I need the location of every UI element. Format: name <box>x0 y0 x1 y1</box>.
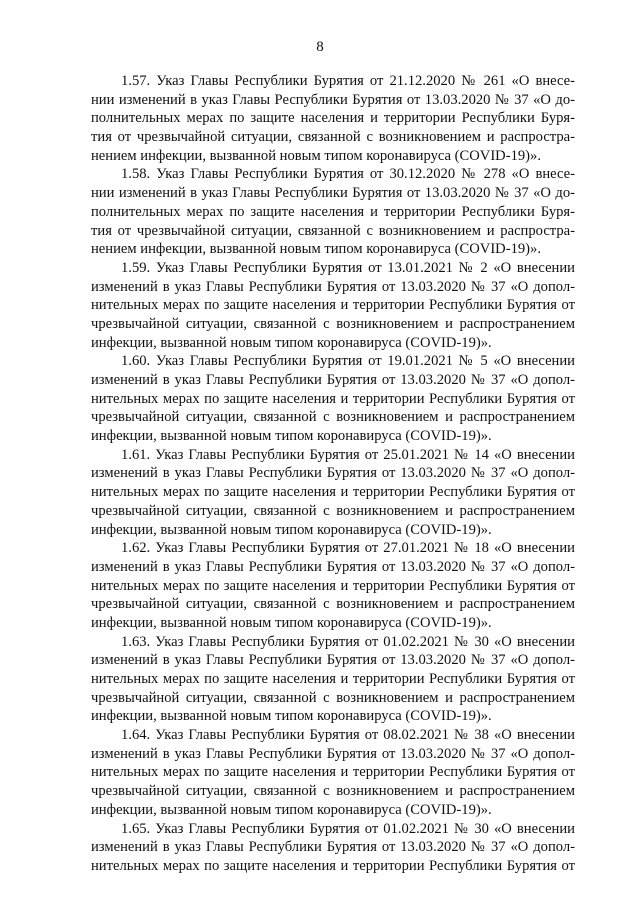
list-item-1-59 <box>91 259 575 352</box>
text-line: нением инфекции, вызванной новым типом коронавируса (COVID-19)». <box>91 241 541 258</box>
list-item-1-65 <box>91 820 575 876</box>
text-line: инфекции, вызванной новым типом коронавируса (COVID-19)». <box>91 334 492 351</box>
text-line: чрезвычайной ситуации, связанной с возникновением и распространением <box>91 783 575 800</box>
list-item-1-58 <box>91 165 575 258</box>
text-line: нением инфекции, вызванной новым типом коронавируса (COVID-19)». <box>91 147 541 164</box>
text-line: изменений в указ Главы Республики Бурятия от 13.03.2020 № 37 «О допол- <box>91 558 575 575</box>
list-item-1-63 <box>91 633 575 726</box>
text-line: изменений в указ Главы Республики Бурятия от 13.03.2020 № 37 «О допол- <box>91 465 575 482</box>
text-line: инфекции, вызванной новым типом коронавируса (COVID-19)». <box>91 801 492 818</box>
text-line: изменений в указ Главы Республики Бурятия от 13.03.2020 № 37 «О допол- <box>91 652 575 669</box>
text-line: полнительных мерах по защите населения и территории Республики Буря- <box>91 203 575 220</box>
text-line: нительных мерах по защите населения и территории Республики Бурятия от <box>91 577 575 594</box>
text-line: нии изменений в указ Главы Республики Бурятия от 13.03.2020 № 37 «О до- <box>91 185 575 202</box>
list-item-1-57 <box>91 72 575 165</box>
text-line: изменений в указ Главы Республики Бурятия от 13.03.2020 № 37 «О допол- <box>91 839 575 856</box>
text-line: инфекции, вызванной новым типом коронавируса (COVID-19)». <box>91 521 492 538</box>
text-line: чрезвычайной ситуации, связанной с возникновением и распространением <box>91 596 575 613</box>
text-line: изменений в указ Главы Республики Бурятия от 13.03.2020 № 37 «О допол- <box>91 372 575 388</box>
text-line: нительных мерах по защите населения и территории Республики Бурятия от <box>91 671 575 687</box>
document-body <box>91 72 575 876</box>
text-line: нительных мерах по защите населения и территории Республики Бурятия от <box>91 297 575 314</box>
text-line: тия от чрезвычайной ситуации, связанной с возникновением и распростра- <box>91 222 575 239</box>
text-line: 1.61. Указ Главы Республики Бурятия от 25.01.2021 № 14 «О внесении <box>121 446 575 463</box>
list-item-1-62 <box>91 539 575 632</box>
text-line: изменений в указ Главы Республики Бурятия от 13.03.2020 № 37 «О допол- <box>91 278 575 295</box>
text-line: 1.57. Указ Главы Республики Бурятия от 21.12.2020 № 261 «О внесе- <box>121 73 575 89</box>
text-line: 1.64. Указ Главы Республики Бурятия от 08.02.2021 № 38 «О внесении <box>121 727 575 744</box>
text-line: инфекции, вызванной новым типом коронавируса (COVID-19)». <box>91 708 492 725</box>
text-line: изменений в указ Главы Республики Бурятия от 13.03.2020 № 37 «О допол- <box>91 745 575 762</box>
list-item-1-60 <box>91 352 575 445</box>
text-line: чрезвычайной ситуации, связанной с возникновением и распространением <box>91 689 575 706</box>
text-line: чрезвычайной ситуации, связанной с возникновением и распространением <box>91 315 575 332</box>
text-line: нительных мерах по защите населения и территории Республики Бурятия от <box>91 484 575 501</box>
text-line: чрезвычайной ситуации, связанной с возникновением и распространением <box>91 502 575 519</box>
text-line: нии изменений в указ Главы Республики Бурятия от 13.03.2020 № 37 «О до- <box>91 91 575 108</box>
text-line: 1.63. Указ Главы Республики Бурятия от 01.02.2021 № 30 «О внесении <box>121 633 575 650</box>
text-line: нительных мерах по защите населения и территории Республики Бурятия от <box>91 764 575 781</box>
text-line: инфекции, вызванной новым типом коронавируса (COVID-19)». <box>91 614 492 631</box>
page-number: 8 <box>316 39 324 55</box>
text-line: чрезвычайной ситуации, связанной с возникновением и распространением <box>91 409 575 426</box>
list-item-1-61 <box>91 446 575 539</box>
text-line: 1.62. Указ Главы Республики Бурятия от 27.01.2021 № 18 «О внесении <box>121 540 575 557</box>
text-line: 1.58. Указ Главы Республики Бурятия от 30.12.2020 № 278 «О внесе- <box>121 166 575 183</box>
text-line: тия от чрезвычайной ситуации, связанной с возникновением и распростра- <box>91 129 575 146</box>
text-line: 1.59. Указ Главы Республики Бурятия от 13.01.2021 № 2 «О внесении <box>121 259 575 276</box>
text-line: нительных мерах по защите населения и территории Республики Бурятия от <box>91 857 575 874</box>
text-line: 1.65. Указ Главы Республики Бурятия от 01.02.2021 № 30 «О внесении <box>121 820 575 837</box>
text-line: нительных мерах по защите населения и территории Республики Бурятия от <box>91 390 575 407</box>
text-line: полнительных мерах по защите населения и территории Республики Буря- <box>91 110 575 127</box>
list-item-1-64 <box>91 726 575 819</box>
text-line: 1.60. Указ Главы Республики Бурятия от 19.01.2021 № 5 «О внесении <box>121 353 575 370</box>
text-line: инфекции, вызванной новым типом коронавируса (COVID-19)». <box>91 428 492 445</box>
